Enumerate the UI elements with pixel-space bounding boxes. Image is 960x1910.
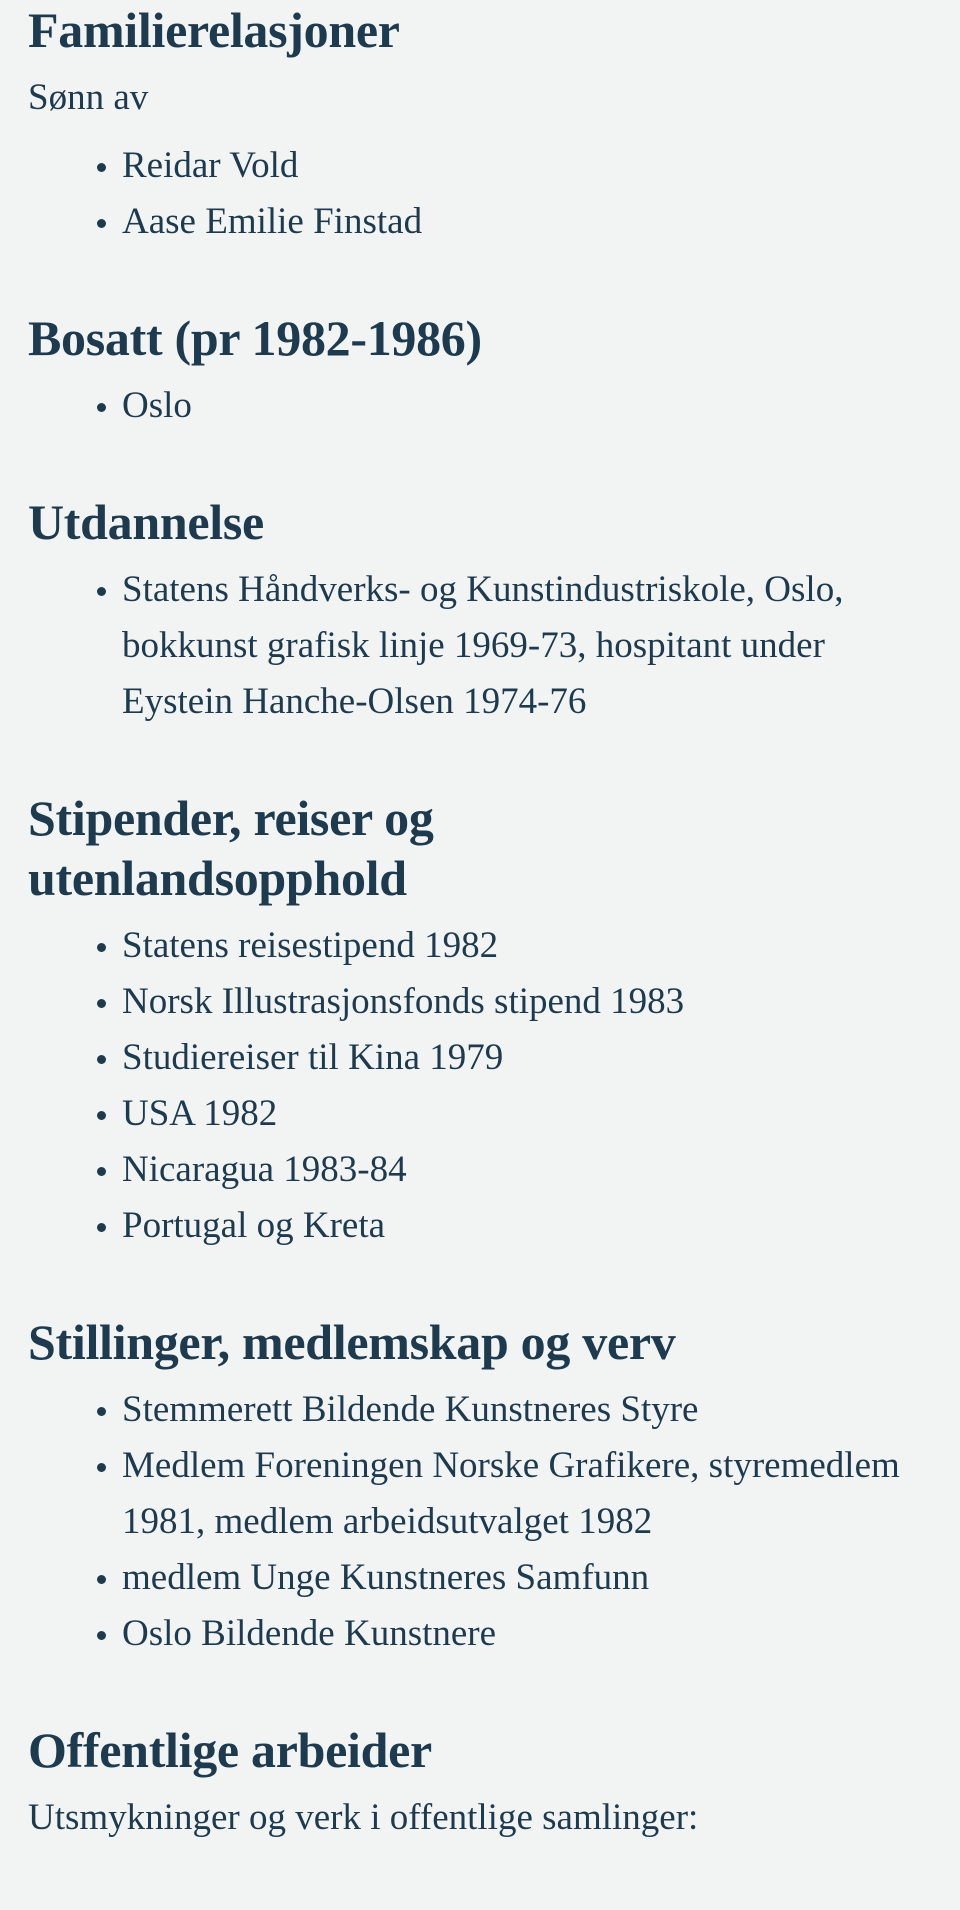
positions-list	[28, 1382, 940, 1662]
list-item-text: Statens reisestipend 1982	[122, 925, 499, 966]
list-item-text: Oslo	[122, 385, 192, 426]
list-item	[122, 562, 940, 730]
section-education	[28, 492, 940, 730]
section-intro: Utsmykninger og verk i offentlige samlinger:	[28, 1797, 699, 1838]
section-grants-travel	[28, 788, 940, 1254]
list-item-text: Portugal og Kreta	[122, 1205, 386, 1246]
section-heading: Bosatt (pr 1982-1986)	[28, 310, 482, 366]
list-item-text: Studiereiser til Kina 1979	[122, 1037, 504, 1078]
list-item-text: Nicaragua 1983-84	[122, 1149, 407, 1190]
section-family	[28, 0, 940, 250]
bullet-icon	[97, 943, 106, 952]
bullet-icon	[97, 1631, 106, 1640]
bullet-icon	[97, 219, 106, 228]
list-item	[122, 1086, 940, 1142]
section-heading: Stipender, reiser og utenlandsopphold	[28, 790, 434, 906]
bullet-icon	[97, 999, 106, 1008]
list-item-text: Stemmerett Bildende Kunstneres Styre	[122, 1389, 699, 1430]
bullet-icon	[97, 1167, 106, 1176]
residence-list	[28, 378, 940, 434]
section-heading: Stillinger, medlemskap og verv	[28, 1314, 676, 1370]
section-intro: Sønn av	[28, 77, 149, 118]
list-item-text: USA 1982	[122, 1093, 278, 1134]
list-item	[122, 1030, 940, 1086]
bullet-icon	[97, 1055, 106, 1064]
bullet-icon	[97, 1407, 106, 1416]
list-item	[122, 1438, 940, 1550]
education-list	[28, 562, 940, 730]
bullet-icon	[97, 403, 106, 412]
list-item-text: Aase Emilie Finstad	[122, 201, 423, 242]
family-list	[28, 138, 940, 250]
list-item	[122, 1198, 940, 1254]
section-heading: Offentlige arbeider	[28, 1722, 432, 1778]
bullet-icon	[97, 1223, 106, 1232]
list-item	[122, 918, 940, 974]
section-positions	[28, 1312, 940, 1662]
list-item	[122, 974, 940, 1030]
list-item	[122, 1606, 940, 1662]
bullet-icon	[97, 587, 106, 596]
section-heading: Familierelasjoner	[28, 2, 400, 58]
list-item-text: Statens Håndverks- og Kunstindustriskole, Oslo, bokkunst grafisk linje 1969-73, hospitant under Eystein Hanche-Olsen 1974-76	[122, 569, 844, 722]
grants-list	[28, 918, 940, 1254]
list-item	[122, 194, 940, 250]
section-residence	[28, 308, 940, 434]
bullet-icon	[97, 1463, 106, 1472]
list-item-text: medlem Unge Kunstneres Samfunn	[122, 1557, 650, 1598]
list-item-text: Oslo Bildende Kunstnere	[122, 1613, 497, 1654]
list-item	[122, 1142, 940, 1198]
list-item-text: Norsk Illustrasjonsfonds stipend 1983	[122, 981, 685, 1022]
list-item-text: Medlem Foreningen Norske Grafikere, styremedlem 1981, medlem arbeidsutvalget 1982	[122, 1445, 900, 1542]
list-item	[122, 1550, 940, 1606]
bullet-icon	[97, 1575, 106, 1584]
list-item	[122, 138, 940, 194]
section-heading: Utdannelse	[28, 494, 264, 550]
list-item	[122, 378, 940, 434]
list-item	[122, 1382, 940, 1438]
section-public-works	[28, 1720, 940, 1846]
bullet-icon	[97, 163, 106, 172]
list-item-text: Reidar Vold	[122, 145, 299, 186]
bullet-icon	[97, 1111, 106, 1120]
